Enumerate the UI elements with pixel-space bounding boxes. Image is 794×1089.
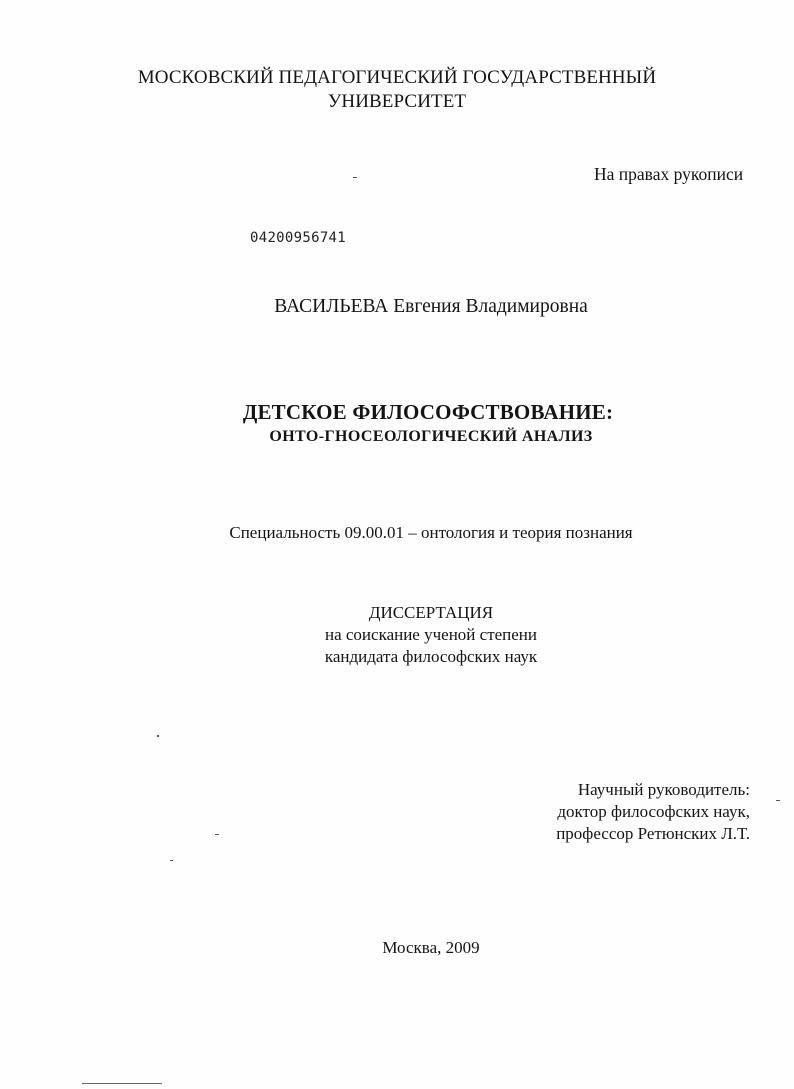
- manuscript-notice: На правах рукописи: [594, 164, 744, 184]
- university-line-2: УНИВЕРСИТЕТ: [327, 91, 467, 112]
- city-year: Москва, 2009: [382, 938, 480, 957]
- dissertation-subtitle: ОНТО-ГНОСЕОЛОГИЧЕСКИЙ АНАЛИЗ: [269, 428, 593, 445]
- scan-speck: [215, 834, 219, 835]
- scan-line: [82, 1083, 162, 1084]
- dissertation-label: ДИССЕРТАЦИЯ: [368, 603, 494, 622]
- scan-speck: [776, 800, 780, 801]
- document-code: 04200956741: [250, 230, 347, 246]
- supervisor-degree: доктор философских наук,: [557, 802, 750, 821]
- supervisor-block: [0, 779, 750, 845]
- dissertation-title: ДЕТСКОЕ ФИЛОСОФСТВОВАНИЕ:: [242, 400, 614, 424]
- scan-speck: [157, 735, 159, 737]
- scan-speck: [353, 177, 357, 178]
- scan-speck: [170, 860, 173, 861]
- supervisor-label: Научный руководитель:: [577, 780, 750, 799]
- dissertation-block: [0, 602, 794, 668]
- dissertation-degree-line-1: на соискание ученой степени: [324, 625, 538, 644]
- author-name: ВАСИЛЬЕВА Евгения Владимировна: [274, 296, 588, 317]
- specialty: Специальность 09.00.01 – онтология и теория познания: [229, 523, 633, 542]
- university-line-1: МОСКОВСКИЙ ПЕДАГОГИЧЕСКИЙ ГОСУДАРСТВЕННЫЙ: [137, 67, 657, 88]
- dissertation-degree-line-2: кандидата философских наук: [324, 647, 538, 666]
- supervisor-name: профессор Ретюнских Л.Т.: [556, 824, 750, 843]
- university-name: [0, 66, 794, 114]
